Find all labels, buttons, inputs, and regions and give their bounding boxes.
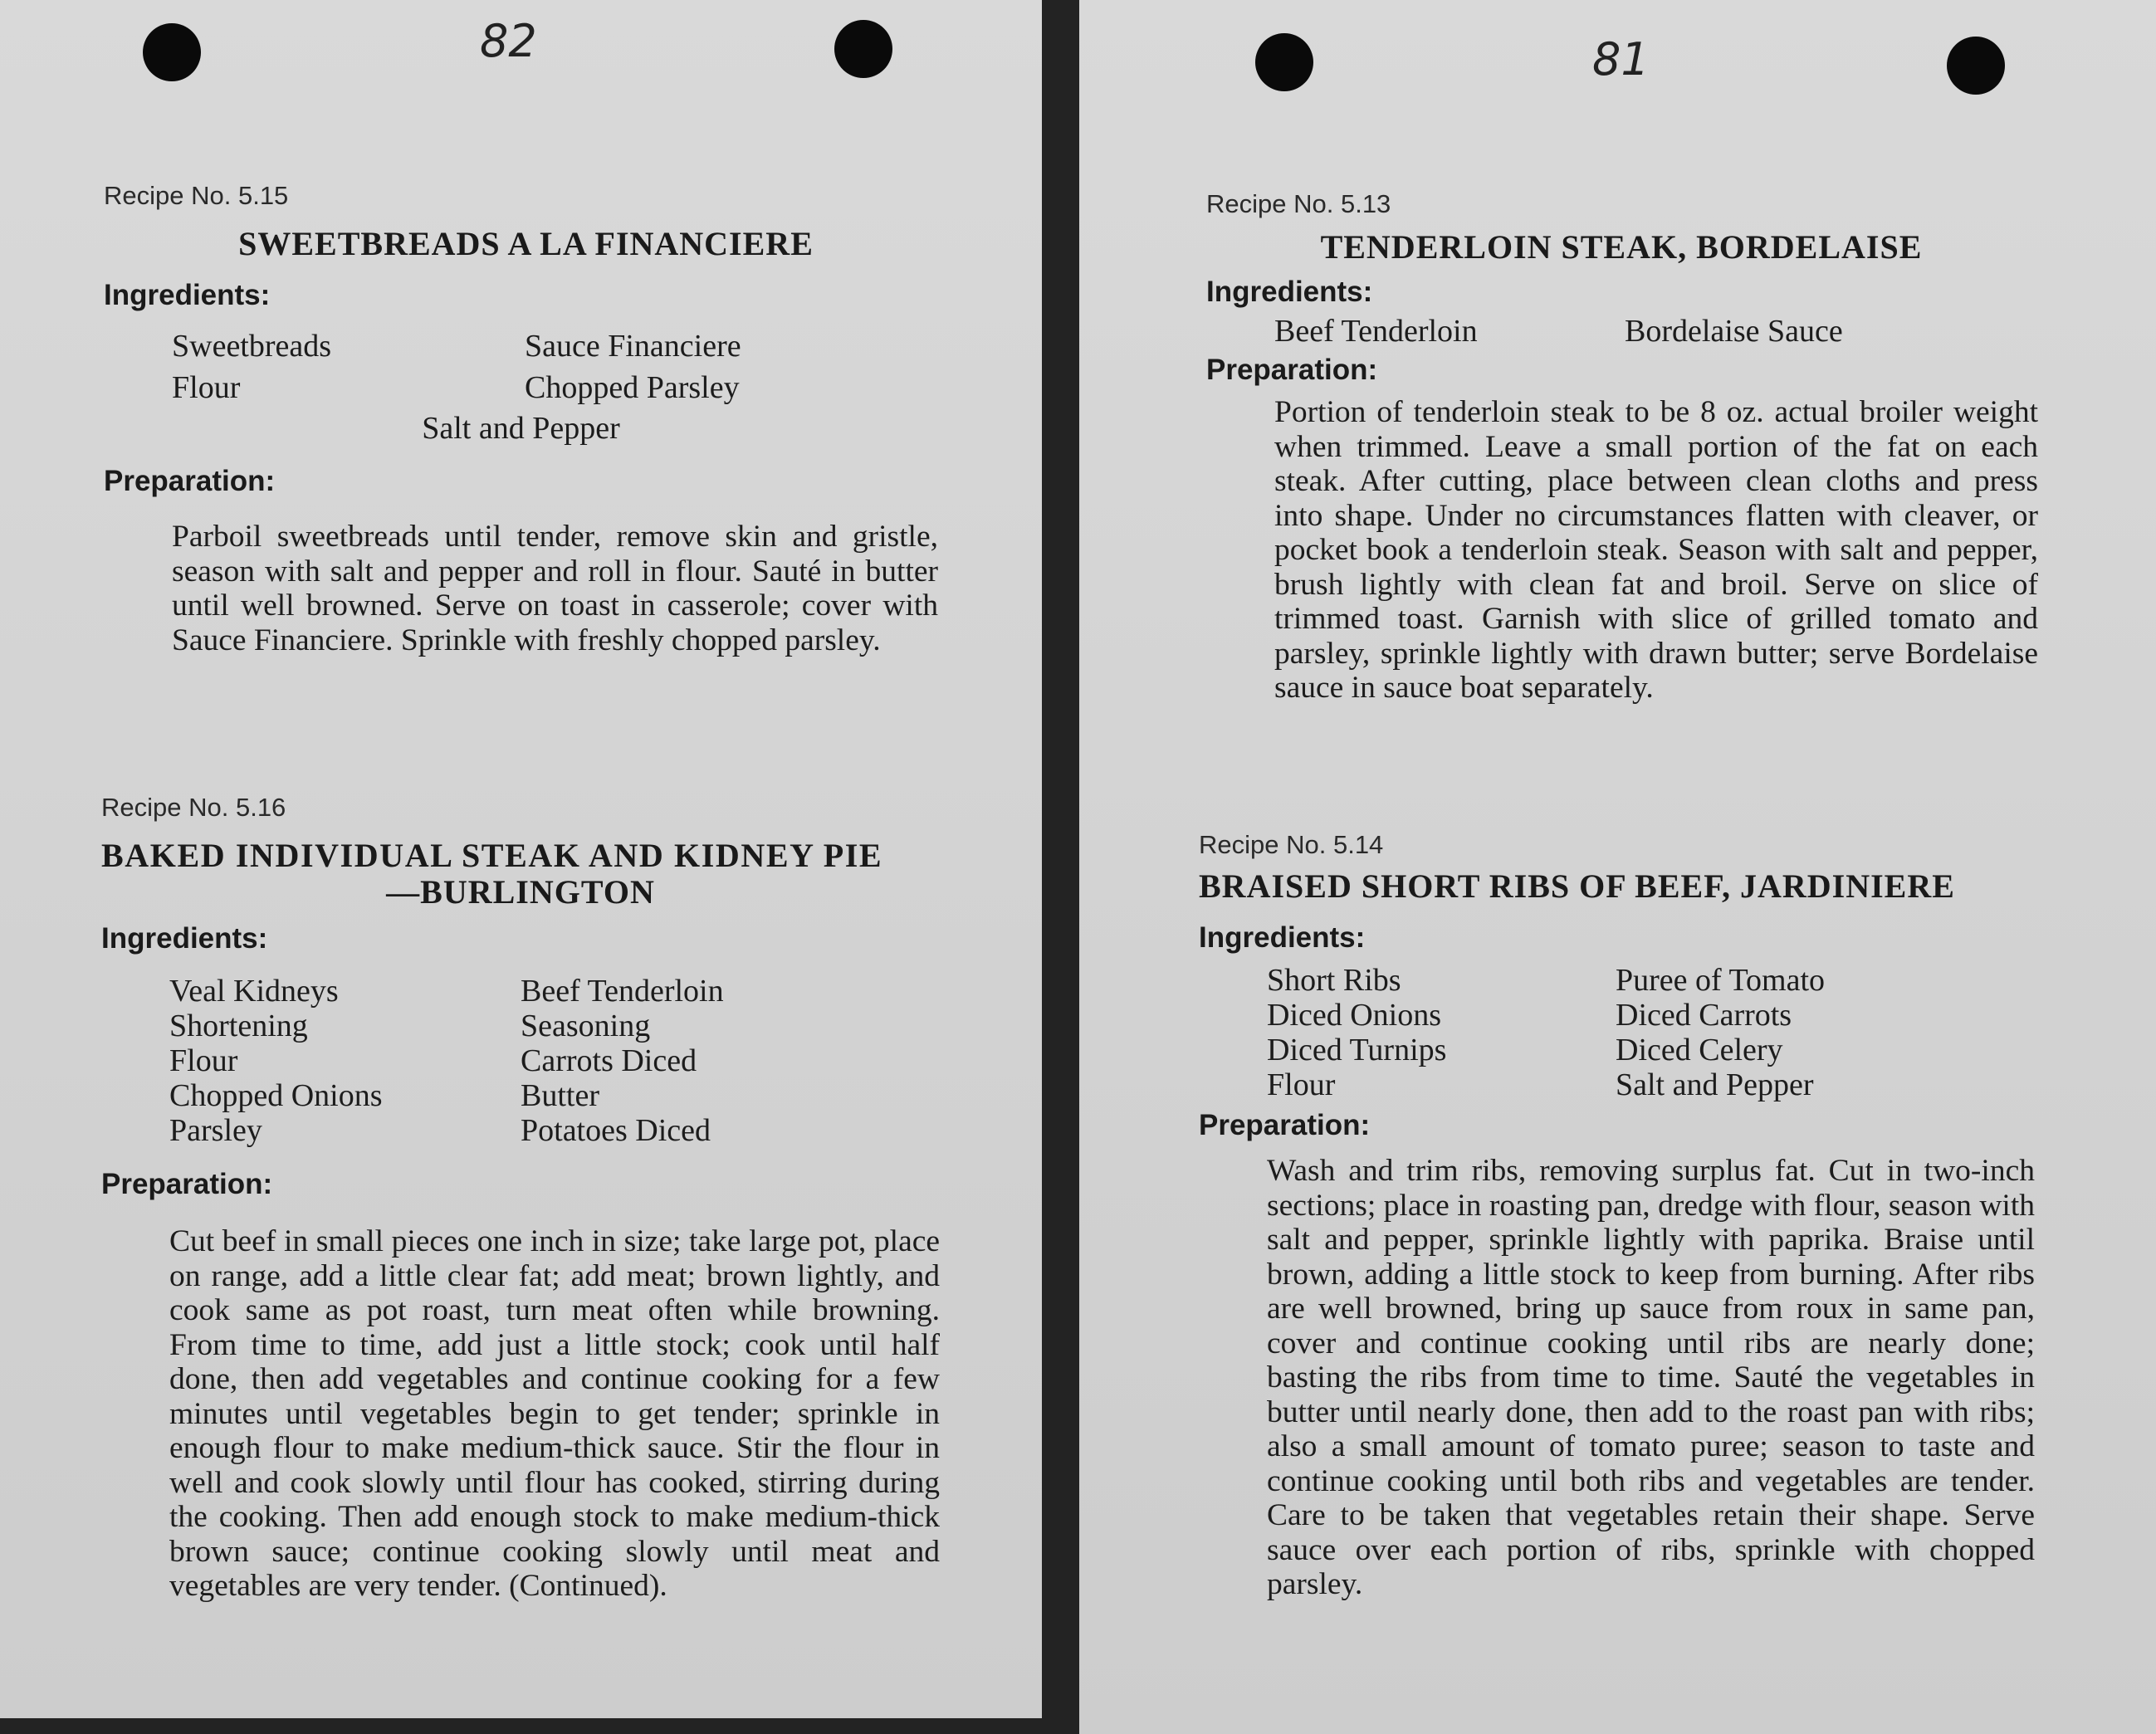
preparation-label: Preparation: (104, 465, 276, 497)
ingredients-label: Ingredients: (1199, 921, 1366, 954)
ingredient: Short Ribs (1267, 963, 1401, 998)
ingredient: Flour (1267, 1067, 1336, 1102)
preparation-text: Wash and trim ribs, removing surplus fat. Cut in two-inch sections; place in roasting pan, dredge with flour, season with salt and pepper, sprinkle lightly with paprika. Braise until brown, adding a little stock to keep from burning. After ribs are well browned, bring up sauce from roux in same pan, cover and continue cooking until ribs are nearly done; basting the ribs from time to time. Sauté the vegetables in butter until nearly done, then add to the roast pan with ribs; also a small amount of tomato puree; season to taste and continue cooking until both ribs and vegetables are tender. Care to be taken that vegetables retain their shape. Serve sauce over each portion of ribs, sprinkle with chopped parsley. (1267, 1154, 2035, 1601)
ingredient: Chopped Onions (169, 1078, 383, 1113)
recipe-number: Recipe No. 5.15 (104, 181, 289, 210)
ingredients-label: Ingredients: (101, 922, 268, 955)
punch-hole (1255, 33, 1313, 91)
ingredient: Veal Kidneys (169, 974, 339, 1009)
ingredient: Beef Tenderloin (521, 974, 724, 1009)
recipe-title-line-2: —BURLINGTON (386, 873, 655, 911)
ingredient-list (1267, 963, 2037, 1102)
ingredient: Flour (169, 1043, 238, 1078)
recipe-title: TENDERLOIN STEAK, BORDELAISE (1320, 228, 1923, 266)
recipe-5-13 (1206, 189, 2036, 706)
page-number: 82 (480, 15, 537, 67)
preparation-text: Cut beef in small pieces one inch in size; take large pot, place on range, add a little clear fat; add meat; brown lightly, and cook same as pot roast, turn meat often while browning. From time to time, add just a little stock; cook until half done, then add vegetables and continue cooking for a few minutes until vegetables begin to get tender; sprinkle in enough flour to make medium-thick sauce. Stir the flour in well and cook slowly until flour has cooked, stirring during the cooking. Then add enough stock to make medium-thick brown sauce; continue cooking slowly until meat and vegetables are very tender. (Continued). (169, 1224, 940, 1603)
ingredient: Flour (172, 370, 241, 405)
ingredient: Shortening (169, 1009, 308, 1043)
preparation-text: Portion of tenderloin steak to be 8 oz. actual broiler weight when trimmed. Leave a small portion of the fat on each steak. After cutting, place between clean cloths and press into shape. Under no circumstances flatten with cleaver, or pocket book a tenderloin steak. Season with salt and pepper, brush lightly with clean fat and broil. Serve on slice of trimmed toast. Garnish with slice of grilled tomato and parsley, sprinkle lightly with drawn butter; serve Bordelaise sauce in sauce boat separately. (1274, 395, 2038, 705)
ingredient: Sauce Financiere (525, 329, 741, 364)
ingredient: Butter (521, 1078, 599, 1113)
ingredient: Diced Carrots (1616, 998, 1792, 1033)
recipe-number: Recipe No. 5.16 (101, 793, 286, 822)
ingredient-list (169, 974, 940, 1148)
ingredients-label: Ingredients: (1206, 276, 1373, 308)
recipe-title: BRAISED SHORT RIBS OF BEEF, JARDINIERE (1199, 867, 1955, 905)
ingredient: Diced Celery (1616, 1033, 1783, 1067)
preparation-label: Preparation: (101, 1168, 273, 1200)
ingredient: Seasoning (521, 1009, 651, 1043)
recipe-title: SWEETBREADS A LA FINANCIERE (238, 225, 814, 262)
ingredient: Diced Onions (1267, 998, 1442, 1033)
recipe-card-right (1079, 0, 2156, 1734)
ingredient: Carrots Diced (521, 1043, 697, 1078)
recipe-5-15 (104, 181, 938, 657)
recipe-5-14 (1199, 830, 2037, 1602)
punch-hole (1947, 37, 2005, 95)
ingredient-list (1274, 314, 2036, 349)
ingredient: Salt and Pepper (422, 411, 620, 446)
recipe-5-16 (101, 793, 940, 1604)
ingredient: Puree of Tomato (1616, 963, 1826, 998)
ingredient: Chopped Parsley (525, 370, 740, 405)
preparation-label: Preparation: (1206, 354, 1378, 386)
ingredient: Parsley (169, 1113, 262, 1148)
ingredient-list (172, 325, 938, 408)
ingredient: Potatoes Diced (521, 1113, 711, 1148)
recipe-title-line-1: BAKED INDIVIDUAL STEAK AND KIDNEY PIE (101, 837, 883, 874)
preparation-text: Parboil sweetbreads until tender, remove skin and gristle, season with salt and pepper and roll in flour. Sauté in butter until well browned. Serve on toast in casserole; cover with Sauce Financiere. Sprinkle with freshly chopped parsley. (172, 520, 938, 657)
punch-hole (143, 23, 201, 81)
recipe-card-left (0, 0, 1042, 1718)
page-number: 81 (1592, 33, 1650, 85)
recipe-number: Recipe No. 5.14 (1199, 830, 1384, 859)
punch-hole (834, 20, 892, 78)
ingredients-label: Ingredients: (104, 279, 271, 311)
ingredient: Beef Tenderloin (1274, 314, 1478, 349)
ingredient: Salt and Pepper (1616, 1067, 1814, 1102)
ingredient: Diced Turnips (1267, 1033, 1447, 1067)
preparation-label: Preparation: (1199, 1109, 1371, 1141)
ingredient: Sweetbreads (172, 329, 332, 364)
ingredient: Bordelaise Sauce (1625, 314, 1843, 349)
recipe-number: Recipe No. 5.13 (1206, 189, 1391, 218)
